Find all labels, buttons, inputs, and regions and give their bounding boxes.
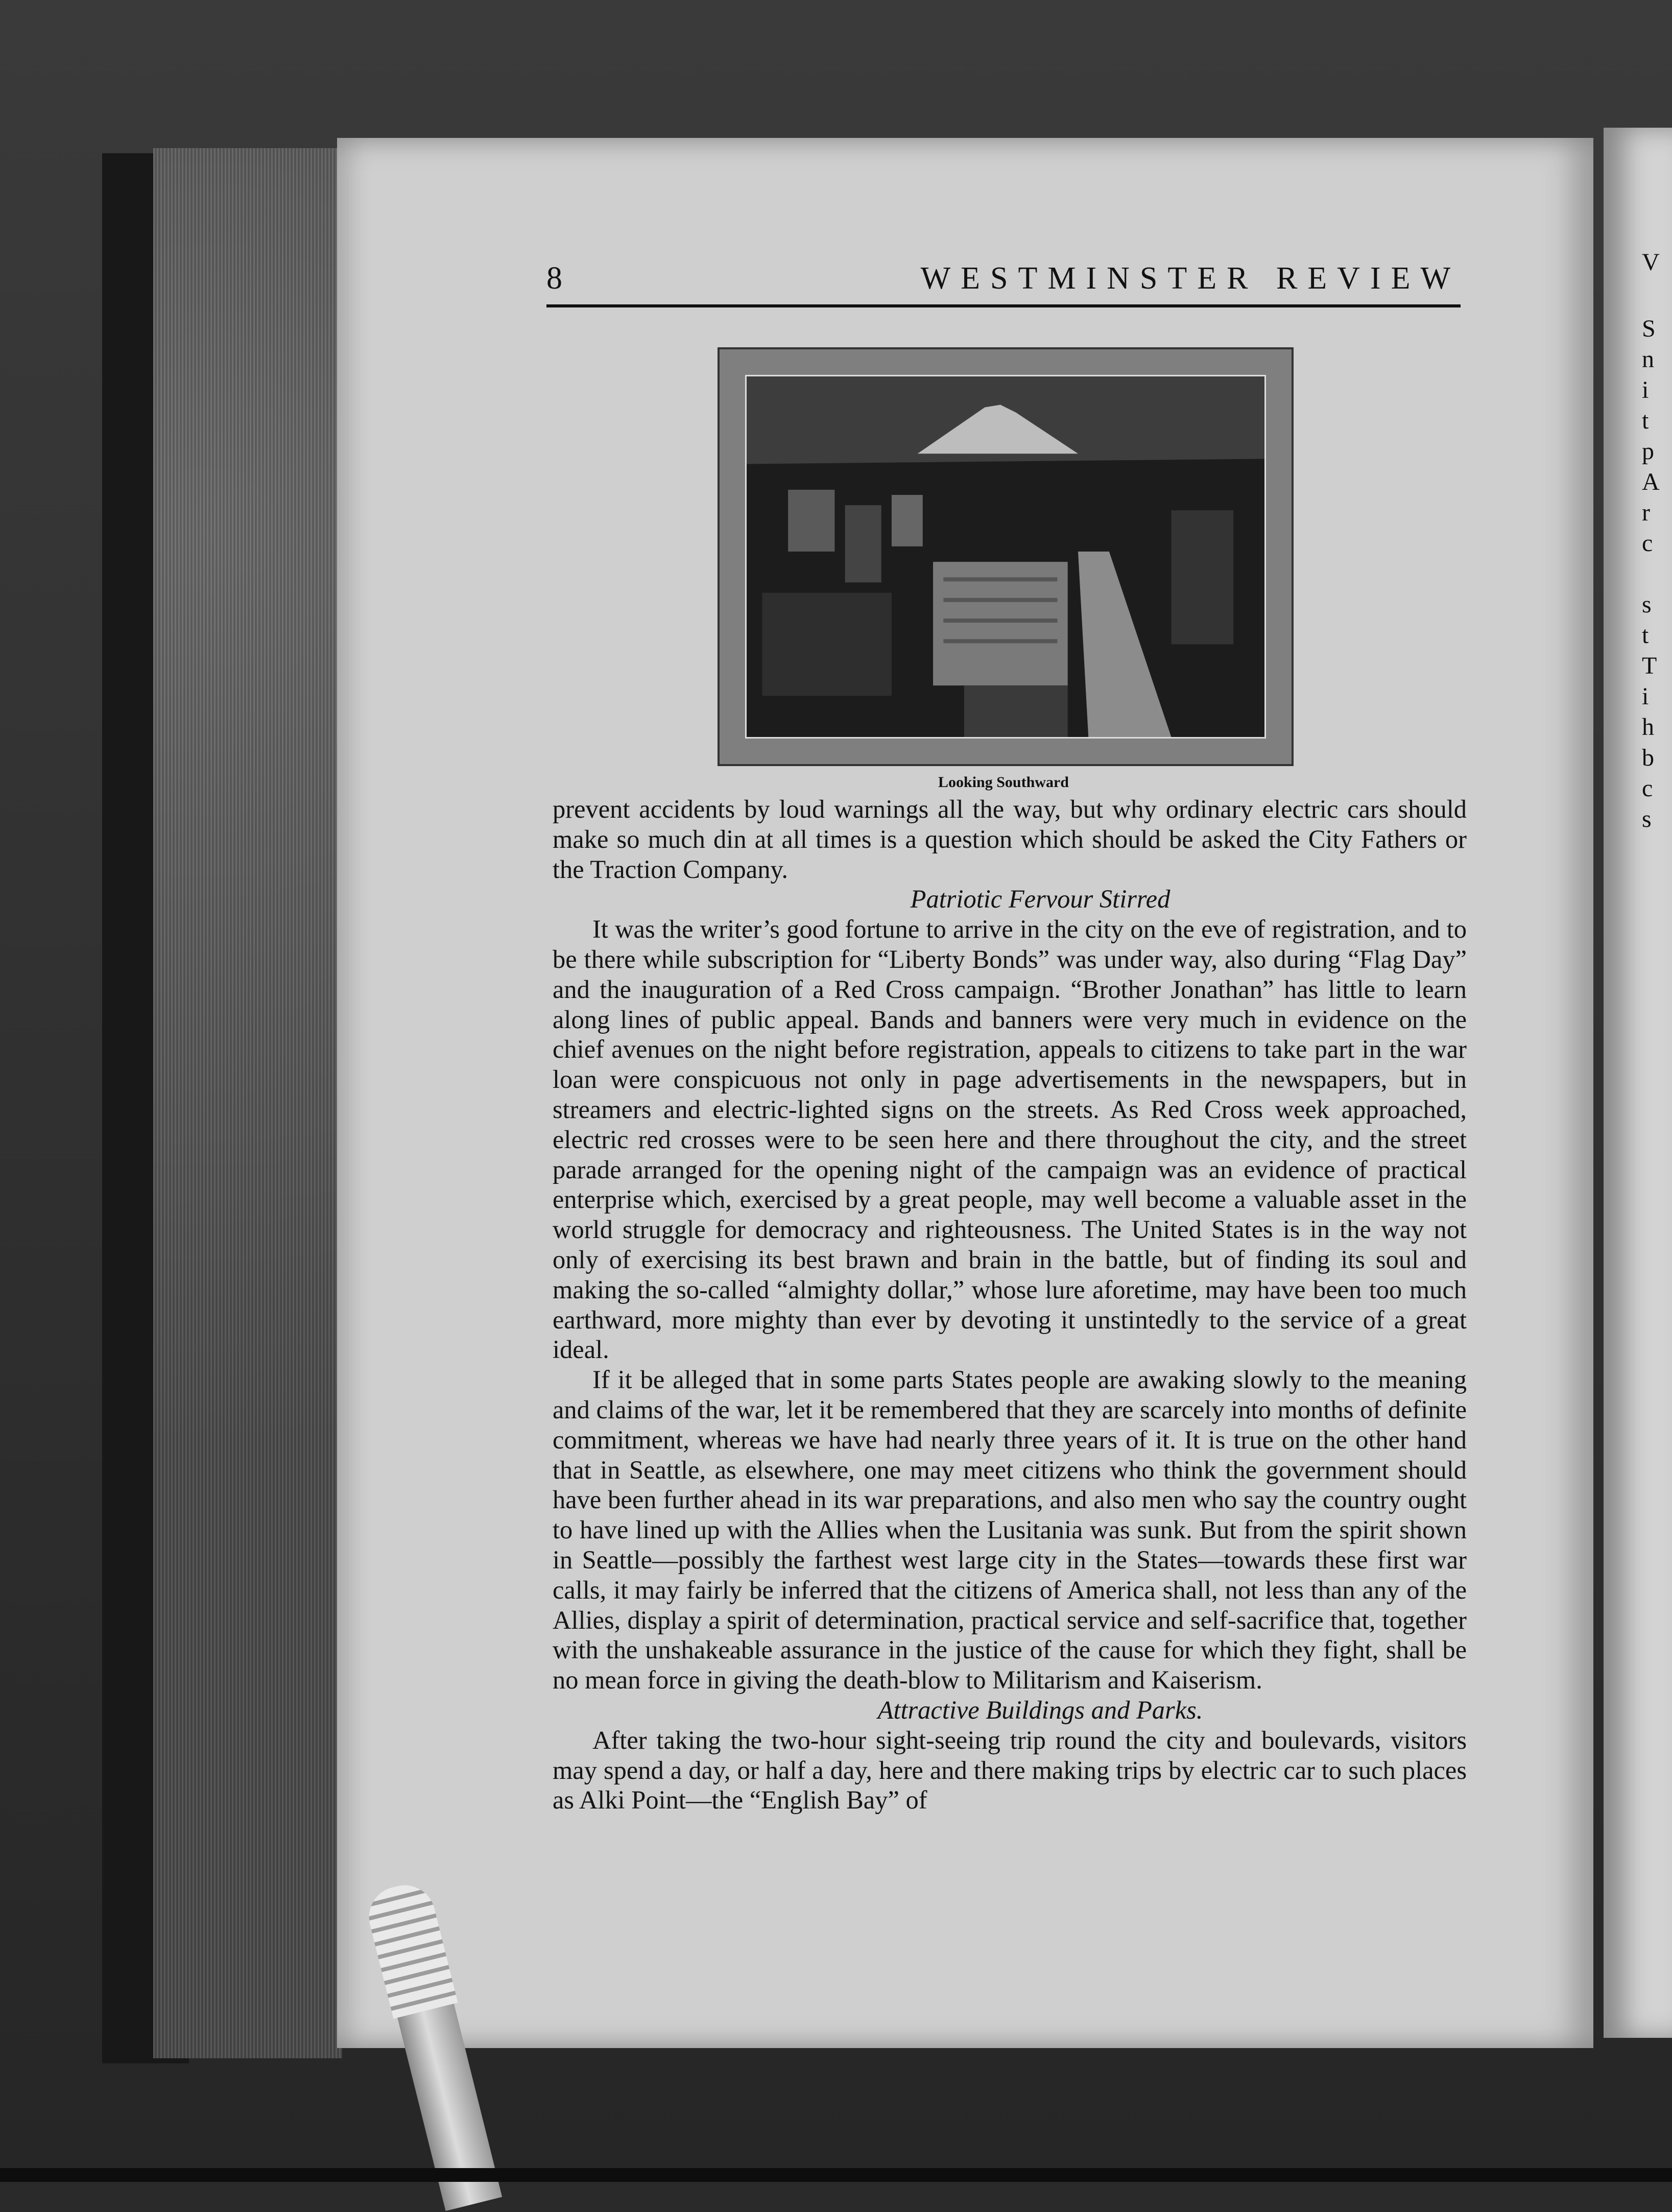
adjacent-fragment: h [1642, 713, 1654, 741]
adjacent-fragment: s [1642, 805, 1652, 833]
adjacent-fragment: c [1642, 530, 1653, 557]
photo-mount [718, 347, 1294, 766]
page-stack-edges [153, 148, 342, 2058]
paragraph: prevent accidents by loud warnings all the way, but why ordinary electric cars should make so much din at all times is a question which should be asked the City Fathers or the Traction Company. [553, 795, 1467, 884]
adjacent-fragment: t [1642, 407, 1649, 434]
adjacent-fragment: b [1642, 744, 1654, 771]
paragraph: If it be alleged that in some parts States people are awaking slowly to the meaning and claims of the war, let it be remembered that they are scarcely into months of definite commitment, whereas we have had nearly three years of it. It is true on the other hand that in Seattle, as elsewhere, one may meet citizens who think the government should have been further ahead in its war preparations, and also men who say the country ought to have lined up with the Allies when the Lusitania was sunk. But from the spirit shown in Seattle—possibly the farthest west large city in the States—towards these first war calls, it may fairly be inferred that the citizens of America shall, not less than any of the Allies, display a spirit of determination, practical service and self-sacrifice that, together with the unshakeable assurance in the justice of the cause for which they fight, shall be no mean force in giving the death-blow to Militarism and Kaiserism. [553, 1365, 1467, 1695]
section-heading: Patriotic Fervour Stirred [910, 885, 1171, 914]
adjacent-fragment: V [1642, 249, 1660, 276]
adjacent-fragment: s [1642, 591, 1652, 618]
city-skyline-illustration [747, 376, 1264, 737]
paragraph: It was the writer’s good fortune to arrive in the city on the eve of registration, and to be there while subscription for “Liberty Bonds” was under way, also during “Flag Day” and the inauguration of a Red Cross campaign. “Brother Jonathan” has little to learn along lines of public appeal. Bands and banners were very much in evidence on the chief avenues on the night before registration, appeals to citizens to take part in the war loan were conspicuous not only in page advertisements in the newspapers, but in streamers and electric-lighted signs on the streets. As Red Cross week approached, electric red crosses were to be seen here and there throughout the city, and the street parade arranged for the opening night of the campaign was an evidence of practical enterprise which, exercised by a great people, may well become a valuable asset in the world struggle for democracy and righteousness. The United States is in the way not only of exercising its best brawn and brain in the battle, but of finding its soul and making the so-called “almighty dollar,” whose lure aforetime, may have been too much earthward, more mighty than ever by devoting it unstintedly to the service of a great ideal. [553, 915, 1467, 1364]
adjacent-fragment: c [1642, 775, 1653, 802]
adjacent-fragment: T [1642, 652, 1657, 679]
city-photograph [745, 375, 1266, 739]
adjacent-fragment: S [1642, 315, 1656, 342]
scan-bottom-border [0, 2168, 1672, 2182]
adjacent-page [1604, 128, 1672, 2038]
page-header [546, 260, 1461, 307]
adjacent-fragment: A [1642, 468, 1660, 495]
adjacent-fragment: r [1642, 499, 1650, 526]
paragraph: After taking the two-hour sight-seeing trip round the city and boulevards, visitors may spend a day, or half a day, here and there making trips by electric car to such places as Alki Point—the “English Bay” of [553, 1725, 1467, 1815]
running-title: WESTMINSTER REVIEW [920, 261, 1461, 296]
adjacent-fragment: p [1642, 438, 1654, 465]
section-heading: Attractive Buildings and Parks. [877, 1695, 1203, 1724]
adjacent-fragment: n [1642, 346, 1654, 373]
adjacent-fragment: t [1642, 622, 1649, 649]
page-number: 8 [546, 261, 562, 296]
photo-caption: Looking Southward [938, 774, 1069, 791]
adjacent-fragment: i [1642, 376, 1649, 403]
adjacent-fragment: i [1642, 683, 1649, 710]
article-body [553, 794, 1467, 1815]
